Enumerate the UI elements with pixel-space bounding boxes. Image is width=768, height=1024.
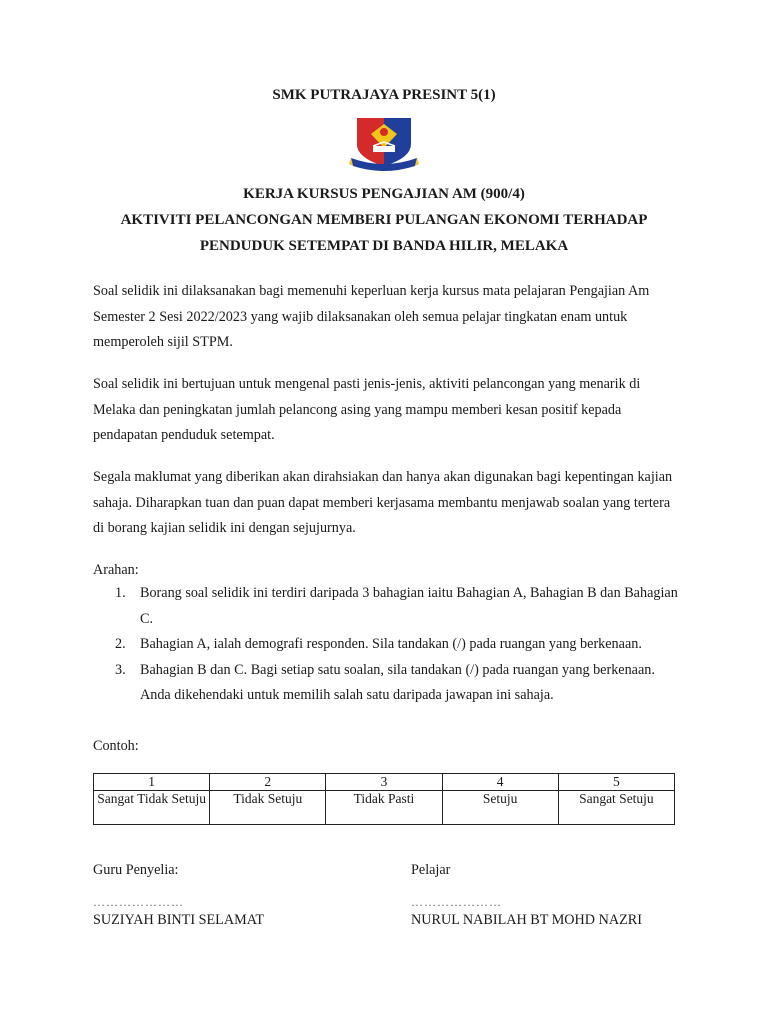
scale-number: 5	[558, 774, 674, 791]
signature-line: …………………	[93, 895, 184, 909]
instruction-number: 1.	[115, 585, 126, 601]
instruction-text: Borang soal selidik ini terdiri daripada 3 bahagian iaitu Bahagian A, Bahagian B dan Bahagian C.	[140, 585, 678, 627]
instruction-item	[93, 658, 683, 709]
title-line-2: AKTIVITI PELANCONGAN MEMBERI PULANGAN EKONOMI TERHADAP	[120, 212, 648, 228]
instruction-number: 3.	[115, 661, 126, 678]
supervisor-signature-block	[93, 861, 264, 929]
title-line-3: PENDUDUK SETEMPAT DI BANDA HILIR, MELAKA	[199, 238, 569, 254]
scale-label-row	[94, 791, 675, 825]
instructions-list	[93, 581, 683, 709]
paragraph-objective: Soal selidik ini bertujuan untuk mengenal pasti jenis-jenis, aktiviti pelancongan yang menarik di Melaka dan peningkatan jumlah pelancong asing yang mampu memberi kesan positif kepada pendapatan penduduk setempat.	[93, 376, 641, 443]
signature-line: …………………	[411, 895, 502, 909]
scale-label: Tidak Pasti	[326, 791, 442, 825]
paragraph-purpose: Soal selidik ini dilaksanakan bagi memenuhi keperluan kerja kursus mata pelajaran Pengajian Am Semester 2 Sesi 2022/2023 yang wajib dilaksanakan oleh semua pelajar tingkatan enam untuk memperoleh sijil STPM.	[93, 283, 650, 350]
instructions-heading: Arahan:	[93, 562, 139, 578]
school-crest-icon	[349, 114, 419, 174]
student-signature-block	[411, 861, 642, 929]
scale-number: 3	[326, 774, 442, 791]
document-titles	[0, 181, 768, 259]
example-heading: Contoh:	[93, 738, 139, 754]
scale-number: 1	[94, 774, 210, 791]
scale-label: Tidak Setuju	[210, 791, 326, 825]
scale-label: Setuju	[442, 791, 558, 825]
scale-number: 2	[210, 774, 326, 791]
supervisor-name: SUZIYAH BINTI SELAMAT	[93, 912, 265, 928]
instruction-item	[93, 581, 683, 632]
instruction-number: 2.	[115, 636, 126, 652]
student-role: Pelajar	[411, 862, 451, 878]
scale-label: Sangat Setuju	[558, 791, 674, 825]
paragraph-confidentiality: Segala maklumat yang diberikan akan dirahsiakan dan hanya akan digunakan bagi kepentingan kajian sahaja. Diharapkan tuan dan puan dapat memberi kerjasama membantu menjawab soalan yang tertera di borang kajian selidik ini dengan sejujurnya.	[93, 469, 673, 536]
student-name: NURUL NABILAH BT MOHD NAZRI	[411, 912, 642, 928]
instruction-text: Bahagian B dan C. Bagi setiap satu soalan, sila tandakan (/) pada ruangan yang berkenaan. Anda dikehendaki untuk memilih salah satu daripada jawapan ini sahaja.	[140, 661, 655, 703]
scale-number: 4	[442, 774, 558, 791]
instruction-text: Bahagian A, ialah demografi responden. Sila tandakan (/) pada ruangan yang berkenaan.	[140, 636, 642, 652]
title-line-1: KERJA KURSUS PENGAJIAN AM (900/4)	[243, 186, 525, 202]
scale-number-row	[94, 774, 675, 791]
instruction-item	[93, 632, 683, 658]
supervisor-role: Guru Penyelia:	[93, 862, 179, 878]
likert-scale-table	[93, 773, 675, 825]
scale-label: Sangat Tidak Setuju	[94, 791, 210, 825]
school-name: SMK PUTRAJAYA PRESINT 5(1)	[272, 87, 496, 103]
